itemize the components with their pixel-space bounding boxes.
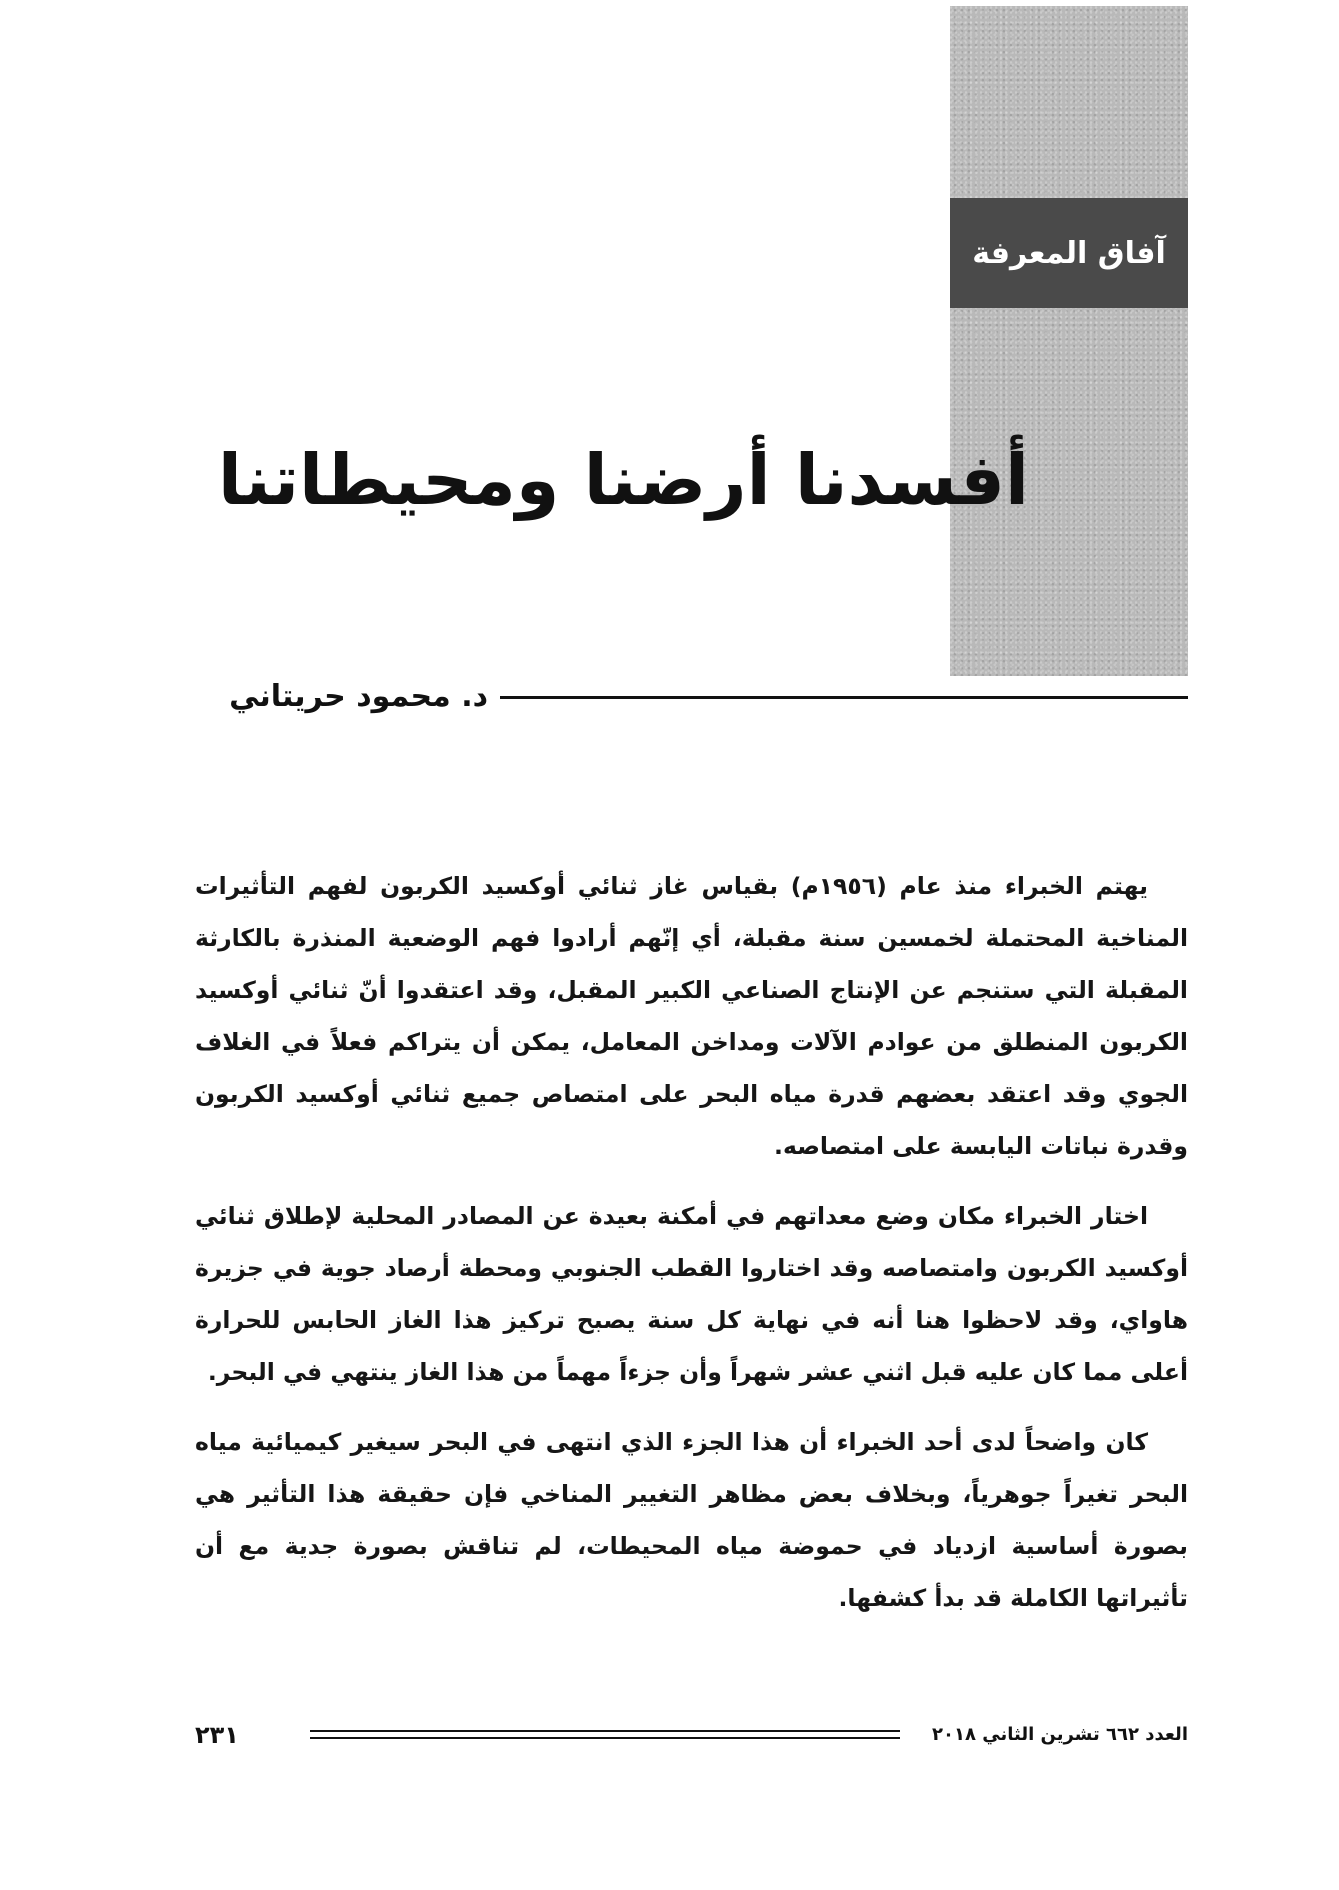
footer-divider xyxy=(310,1737,900,1739)
footer-divider xyxy=(310,1730,900,1732)
decorative-grey-band xyxy=(950,6,1188,676)
author-divider xyxy=(500,696,1188,699)
paragraph: اختار الخبراء مكان وضع معداتهم في أمكنة بعيدة عن المصادر المحلية لإطلاق ثنائي أوكسيد الكربون وامتصاصه وقد اختاروا القطب الجنوبي ومحطة أرصاد جوية في جزيرة هاواي، وقد لاحظوا هنا أنه في نهاية كل سنة يصبح تركيز هذا الغاز الحابس للحرارة أعلى مما كان عليه قبل اثني عشر شهراً وأن جزءاً مهماً من هذا الغاز ينتهي في البحر. xyxy=(195,1202,1188,1386)
author-name: د. محمود حريتاني xyxy=(229,679,488,714)
page-footer xyxy=(195,1715,1188,1755)
page-number: ٢٣١ xyxy=(195,1721,239,1749)
issue-info: العدد ٦٦٢ تشرين الثاني ٢٠١٨ xyxy=(932,1724,1188,1745)
paragraph: كان واضحاً لدى أحد الخبراء أن هذا الجزء الذي انتهى في البحر سيغير كيميائية مياه البحر تغيراً جوهرياً، وبخلاف بعض مظاهر التغيير المناخي فإن حقيقة هذا التأثير هي بصورة أساسية ازدياد في حموضة مياه المحيطات، لم تناقش بصورة جدية مع أن تأثيراتها الكاملة قد بدأ كشفها. xyxy=(195,1428,1188,1612)
author-row xyxy=(195,672,1188,722)
article-body xyxy=(195,860,1188,1642)
section-label: آفاق المعرفة xyxy=(950,198,1188,308)
paragraph: يهتم الخبراء منذ عام (١٩٥٦م) بقياس غاز ثنائي أوكسيد الكربون لفهم التأثيرات المناخية المحتملة لخمسين سنة مقبلة، أي إنّهم أرادوا فهم الوضعية المنذرة بالكارثة المقبلة التي ستنجم عن الإنتاج الصناعي الكبير المقبل، وقد اعتقدوا أنّ ثنائي أوكسيد الكربون المنطلق من عوادم الآلات ومداخن المعامل، يمكن أن يتراكم فعلاً في الغلاف الجوي وقد اعتقد بعضهم قدرة مياه البحر على امتصاص جميع ثنائي أوكسيد الكربون وقدرة نباتات اليابسة على امتصاصه. xyxy=(195,872,1188,1160)
article-title: أفسدنا أرضنا ومحيطاتنا xyxy=(217,439,1029,521)
